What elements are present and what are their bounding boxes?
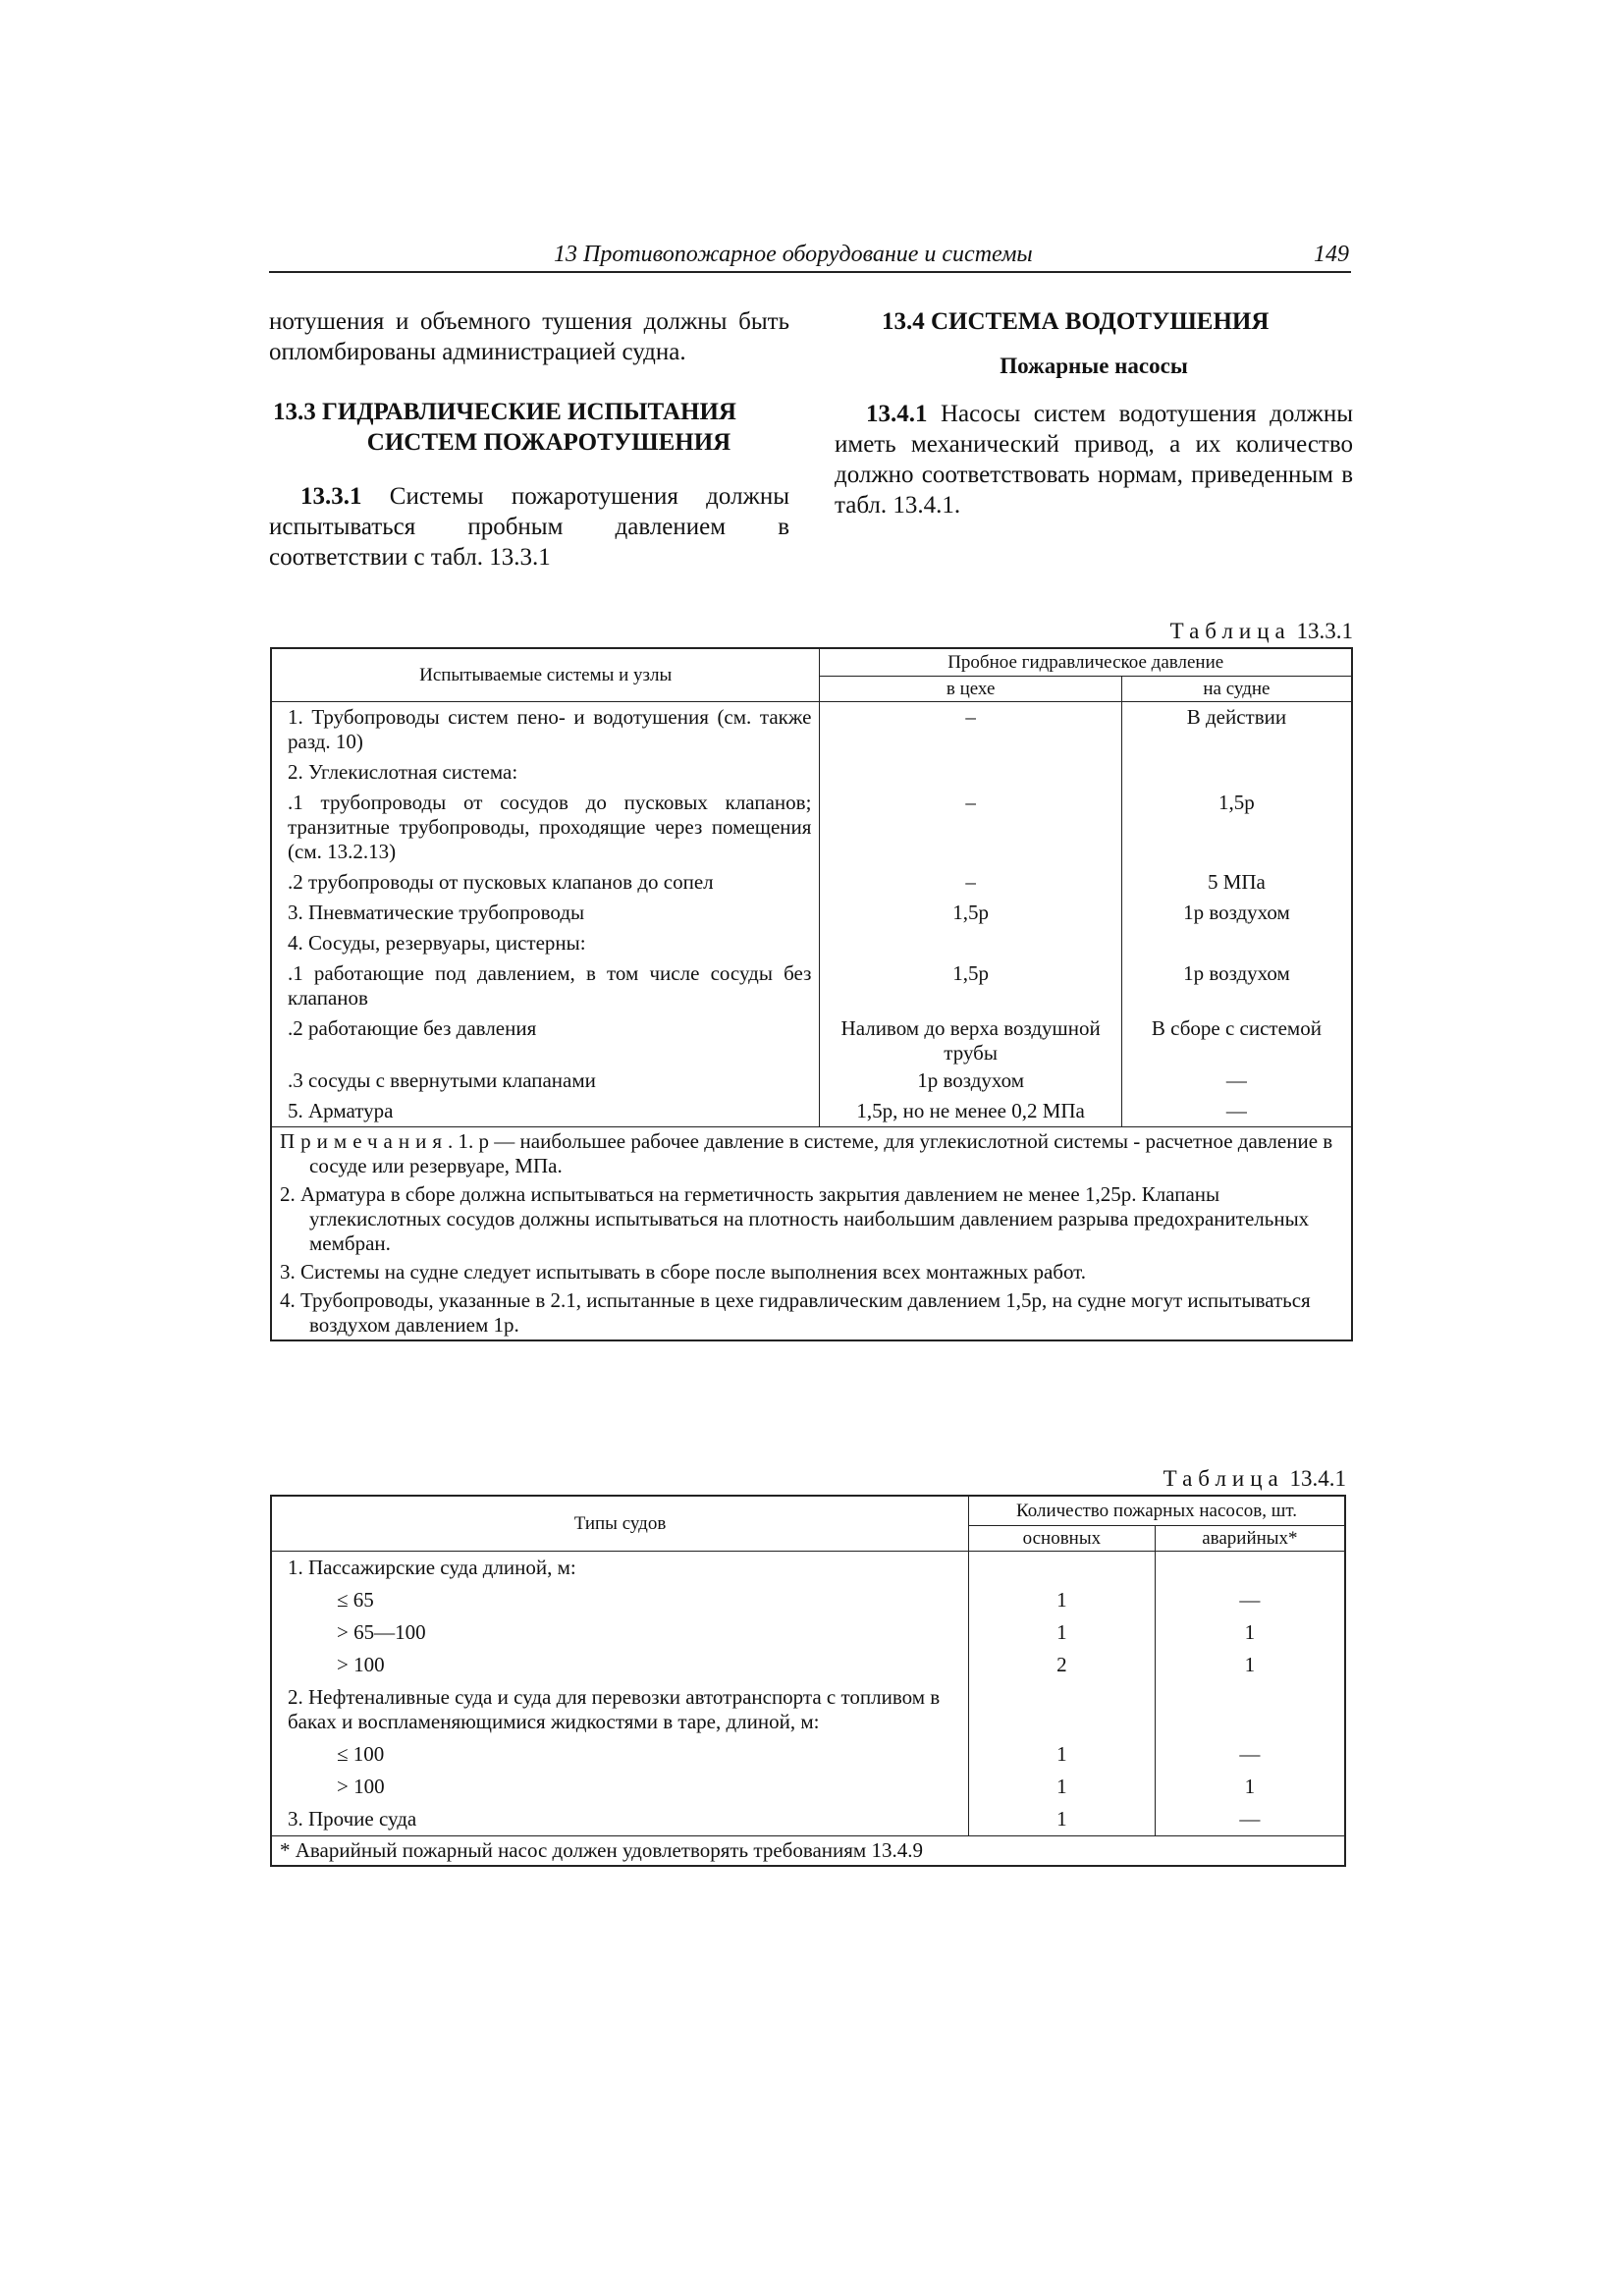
table-13-3-1 bbox=[270, 647, 1353, 1341]
note-4: 4. Трубопроводы, указанные в 2.1, испытанные в цехе гидравлическим давлением 1,5p, на судне могут испытываться воздухом давлением 1p. bbox=[280, 1287, 1311, 1337]
cell-ship-type: > 65—100 bbox=[271, 1616, 969, 1649]
column-header-pump-count: Количество пожарных насосов, шт. bbox=[969, 1496, 1345, 1525]
cell-shop-pressure: – bbox=[820, 701, 1121, 757]
table-row bbox=[271, 1803, 1345, 1836]
notes-label: Примечания bbox=[280, 1128, 449, 1153]
cell-main-count: 1 bbox=[969, 1738, 1156, 1771]
cell-shop-pressure: 1,5p bbox=[820, 898, 1121, 928]
table-row bbox=[271, 1616, 1345, 1649]
section-13-3-heading-line2: СИСТЕМ ПОЖАРОТУШЕНИЯ bbox=[366, 429, 731, 456]
table-row bbox=[271, 1681, 1345, 1738]
table-row bbox=[271, 1551, 1345, 1584]
cell-emergency-count: — bbox=[1155, 1584, 1345, 1616]
note-3: 3. Системы на судне следует испытывать в сборе после выполнения всех монтажных работ. bbox=[280, 1259, 1087, 1284]
cell-emergency-count: 1 bbox=[1155, 1616, 1345, 1649]
cell-system-name: .2 работающие без давления bbox=[271, 1013, 820, 1066]
paragraph-13-3-1-text: Системы пожаротушения должны испытываться пробным давлением в соответствии с табл. 13.3.1 bbox=[269, 483, 789, 571]
column-header-pressure: Пробное гидравлическое давление bbox=[820, 648, 1352, 676]
cell-ship-pressure: — bbox=[1121, 1096, 1352, 1127]
table-row bbox=[271, 701, 1352, 757]
cell-system-name: 1. Трубопроводы систем пено- и водотушения (см. также разд. 10) bbox=[271, 701, 820, 757]
cell-main-count: 1 bbox=[969, 1584, 1156, 1616]
cell-ship-pressure: 5 МПа bbox=[1121, 867, 1352, 898]
cell-shop-pressure bbox=[820, 757, 1121, 788]
column-header-main: основных bbox=[969, 1525, 1156, 1551]
table-row bbox=[271, 1584, 1345, 1616]
cell-ship-pressure: 1p воздухом bbox=[1121, 898, 1352, 928]
cell-system-name: .1 работающие под давлением, в том числе сосуды без клапанов bbox=[271, 958, 820, 1013]
table-row bbox=[271, 928, 1352, 958]
paragraph-13-4-1 bbox=[835, 399, 1353, 520]
section-13-3-heading-line1: 13.3 ГИДРАВЛИЧЕСКИЕ ИСПЫТАНИЯ bbox=[273, 399, 736, 425]
table-13-3-1-notes bbox=[271, 1126, 1352, 1340]
table-13-4-1-caption-number: 13.4.1 bbox=[1289, 1466, 1346, 1491]
table-row bbox=[271, 1771, 1345, 1803]
cell-system-name: .1 трубопроводы от сосудов до пусковых клапанов; транзитные трубопроводы, проходящие через помещения (см. 13.2.13) bbox=[271, 788, 820, 867]
left-column bbox=[269, 306, 789, 573]
column-header-ship-types: Типы судов bbox=[271, 1496, 969, 1551]
table-row bbox=[271, 757, 1352, 788]
paragraph-13-4-1-number: 13.4.1 bbox=[866, 401, 928, 427]
table-row bbox=[271, 1013, 1352, 1066]
cell-main-count: 1 bbox=[969, 1803, 1156, 1836]
cell-emergency-count: 1 bbox=[1155, 1649, 1345, 1681]
cell-emergency-count: 1 bbox=[1155, 1771, 1345, 1803]
page-number: 149 bbox=[1314, 242, 1349, 267]
table-row bbox=[271, 898, 1352, 928]
cell-shop-pressure: 1,5p, но не менее 0,2 МПа bbox=[820, 1096, 1121, 1127]
intro-paragraph: нотушения и объемного тушения должны быть опломбированы администрацией судна. bbox=[269, 308, 789, 365]
cell-shop-pressure: 1p воздухом bbox=[820, 1066, 1121, 1096]
paragraph-13-3-1 bbox=[269, 481, 789, 573]
paragraph-13-4-1-text: Насосы систем водотушения должны иметь механический привод, а их количество должно соответствовать нормам, приведенным в табл. 13.4.1. bbox=[835, 401, 1353, 519]
cell-shop-pressure: – bbox=[820, 867, 1121, 898]
cell-shop-pressure: Наливом до верха воздушной трубы bbox=[820, 1013, 1121, 1066]
table-13-3-1-caption-number: 13.3.1 bbox=[1296, 619, 1353, 643]
cell-shop-pressure: – bbox=[820, 788, 1121, 867]
cell-emergency-count bbox=[1155, 1681, 1345, 1738]
right-column bbox=[835, 306, 1353, 520]
cell-system-name: 3. Пневматические трубопроводы bbox=[271, 898, 820, 928]
note-1: . 1. p — наибольшее рабочее давление в системе, для углекислотной системы - расчетное давление в сосуде или резервуаре, МПа. bbox=[309, 1128, 1333, 1177]
cell-ship-type: > 100 bbox=[271, 1649, 969, 1681]
table-row bbox=[271, 1096, 1352, 1127]
table-13-4-1-footnote: * Аварийный пожарный насос должен удовлетворять требованиям 13.4.9 bbox=[271, 1835, 1345, 1866]
cell-ship-pressure: В сборе с системой bbox=[1121, 1013, 1352, 1066]
page-header bbox=[269, 242, 1351, 273]
cell-emergency-count bbox=[1155, 1551, 1345, 1584]
table-13-3-1-caption-word: Таблица bbox=[1169, 619, 1291, 643]
table-row bbox=[271, 958, 1352, 1013]
cell-ship-pressure bbox=[1121, 928, 1352, 958]
table-13-3-1-caption bbox=[1170, 619, 1353, 644]
cell-ship-type: > 100 bbox=[271, 1771, 969, 1803]
note-2: 2. Арматура в сборе должна испытываться на герметичность закрытия давлением не менее 1,25p. Клапаны углекислотных сосудов должны испытываться на плотность наибольшим давлением разрыва предохранительных мембран. bbox=[280, 1181, 1310, 1255]
table-13-4-1-body bbox=[271, 1551, 1345, 1835]
cell-system-name: .3 сосуды с ввернутыми клапанами bbox=[271, 1066, 820, 1096]
cell-main-count bbox=[969, 1681, 1156, 1738]
cell-ship-pressure: — bbox=[1121, 1066, 1352, 1096]
table-13-4-1-caption-word: Таблица bbox=[1163, 1466, 1284, 1491]
header-title: 13 Противопожарное оборудование и системы bbox=[554, 242, 1033, 267]
table-13-3-1-body bbox=[271, 701, 1352, 1126]
cell-main-count: 2 bbox=[969, 1649, 1156, 1681]
cell-ship-pressure: 1p воздухом bbox=[1121, 958, 1352, 1013]
cell-main-count bbox=[969, 1551, 1156, 1584]
column-header-systems: Испытываемые системы и узлы bbox=[271, 648, 820, 701]
paragraph-13-3-1-number: 13.3.1 bbox=[300, 483, 362, 510]
cell-system-name: 5. Арматура bbox=[271, 1096, 820, 1127]
cell-shop-pressure bbox=[820, 928, 1121, 958]
cell-ship-pressure: 1,5p bbox=[1121, 788, 1352, 867]
cell-ship-type: ≤ 100 bbox=[271, 1738, 969, 1771]
cell-system-name: 2. Углекислотная система: bbox=[271, 757, 820, 788]
table-row bbox=[271, 788, 1352, 867]
table-row bbox=[271, 1066, 1352, 1096]
cell-system-name: .2 трубопроводы от пусковых клапанов до сопел bbox=[271, 867, 820, 898]
cell-ship-type: 1. Пассажирские суда длиной, м: bbox=[271, 1551, 969, 1584]
cell-shop-pressure: 1,5p bbox=[820, 958, 1121, 1013]
cell-system-name: 4. Сосуды, резервуары, цистерны: bbox=[271, 928, 820, 958]
table-13-4-1 bbox=[270, 1495, 1346, 1867]
cell-main-count: 1 bbox=[969, 1771, 1156, 1803]
table-13-4-1-caption bbox=[1163, 1466, 1346, 1492]
column-header-ship: на судне bbox=[1121, 676, 1352, 701]
cell-emergency-count: — bbox=[1155, 1738, 1345, 1771]
table-row bbox=[271, 1649, 1345, 1681]
table-row bbox=[271, 867, 1352, 898]
cell-ship-type: 3. Прочие суда bbox=[271, 1803, 969, 1836]
subheading-fire-pumps: Пожарные насосы bbox=[1000, 354, 1188, 378]
cell-ship-type: 2. Нефтеналивные суда и суда для перевозки автотранспорта с топливом в баках и воспламеняющимися жидкостями в таре, длиной, м: bbox=[271, 1681, 969, 1738]
cell-ship-type: ≤ 65 bbox=[271, 1584, 969, 1616]
section-13-4-heading: 13.4 СИСТЕМА ВОДОТУШЕНИЯ bbox=[882, 308, 1270, 335]
cell-ship-pressure: В действии bbox=[1121, 701, 1352, 757]
column-header-shop: в цехе bbox=[820, 676, 1121, 701]
cell-ship-pressure bbox=[1121, 757, 1352, 788]
cell-emergency-count: — bbox=[1155, 1803, 1345, 1836]
cell-main-count: 1 bbox=[969, 1616, 1156, 1649]
table-row bbox=[271, 1738, 1345, 1771]
column-header-emergency: аварийных* bbox=[1155, 1525, 1345, 1551]
